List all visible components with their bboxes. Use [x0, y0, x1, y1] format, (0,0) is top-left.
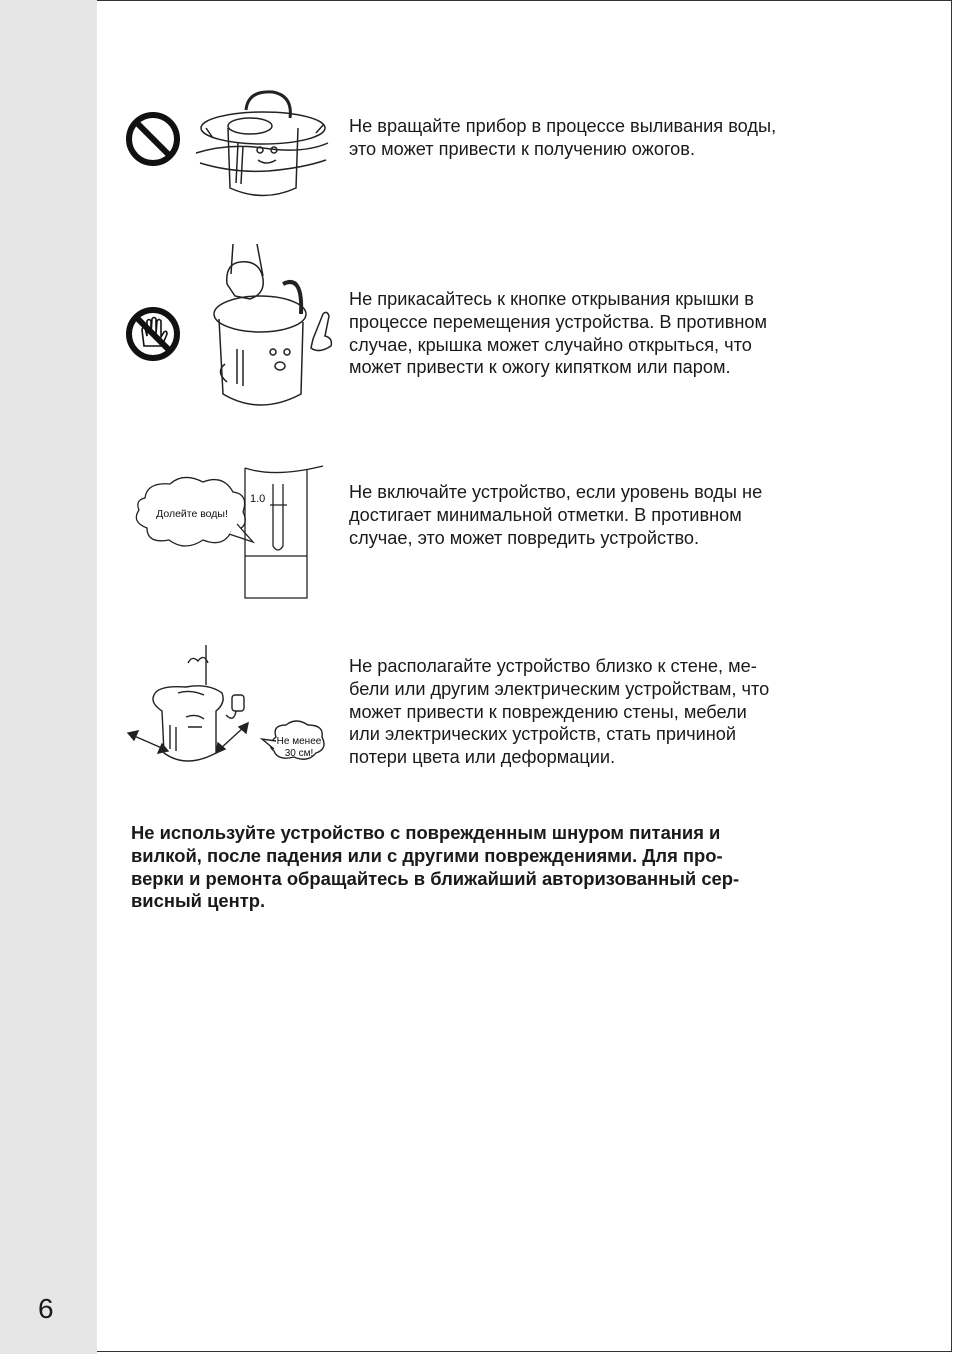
pot-hands-illustration	[205, 244, 345, 416]
wall-distance-illustration	[126, 645, 341, 770]
footer-warning-line: Не используйте устройство с поврежденным шнуром питания и	[131, 822, 721, 843]
warning-1-text	[349, 115, 776, 161]
warning-2-line: может привести к ожогу кипятком или паром.	[349, 357, 731, 378]
warning-4-line: может привести к повреждению стены, мебели	[349, 701, 747, 722]
warning-4-line: бели или другим электрическим устройствам, что	[349, 678, 770, 699]
warning-4-text	[349, 655, 769, 769]
warning-4-line: потери цвета или деформации.	[349, 747, 616, 768]
side-strip	[0, 0, 97, 1354]
footer-warning	[131, 822, 739, 913]
gauge-mark: 1.0	[250, 493, 266, 505]
rotating-pot-illustration	[188, 88, 333, 203]
warning-3-line: случае, это может повредить устройство.	[349, 527, 700, 548]
page-number: 6	[38, 1293, 54, 1324]
footer-warning-line: висный центр.	[131, 890, 266, 912]
prohibition-icon	[125, 111, 181, 167]
warning-4-line: или электрических устройств, стать причиной	[349, 724, 737, 745]
footer-warning-line: вилкой, после падения или с другими повреждениями. Для про-	[131, 844, 723, 866]
warning-3-line: Не включайте устройство, если уровень воды не	[349, 482, 763, 502]
warning-3-text	[349, 481, 762, 549]
warning-1-line: это может привести к получению ожогов.	[349, 138, 696, 159]
warning-1-line: Не вращайте прибор в процессе выливания воды,	[349, 116, 777, 136]
warning-2-line: Не прикасайтесь к кнопке открывания крышки в	[349, 289, 754, 309]
warning-2-line: случае, крышка может случайно открыться, что	[349, 334, 752, 355]
bubble-text: Долейте воды!	[156, 508, 228, 520]
warning-3-line: достигает минимальной отметки. В противном	[349, 504, 742, 525]
distance-bubble-line: Не менее	[276, 736, 322, 747]
no-touch-hand-icon	[125, 306, 181, 362]
water-level-illustration	[125, 460, 325, 605]
warning-4-line: Не располагайте устройство близко к стене, ме-	[349, 656, 757, 676]
warning-2-line: процессе перемещения устройства. В противном	[349, 311, 768, 332]
warning-2-text	[349, 288, 767, 379]
distance-bubble-line: 30 см!	[284, 748, 314, 759]
footer-warning-line: верки и ремонта обращайтесь в ближайший авторизованный сер-	[131, 867, 740, 889]
